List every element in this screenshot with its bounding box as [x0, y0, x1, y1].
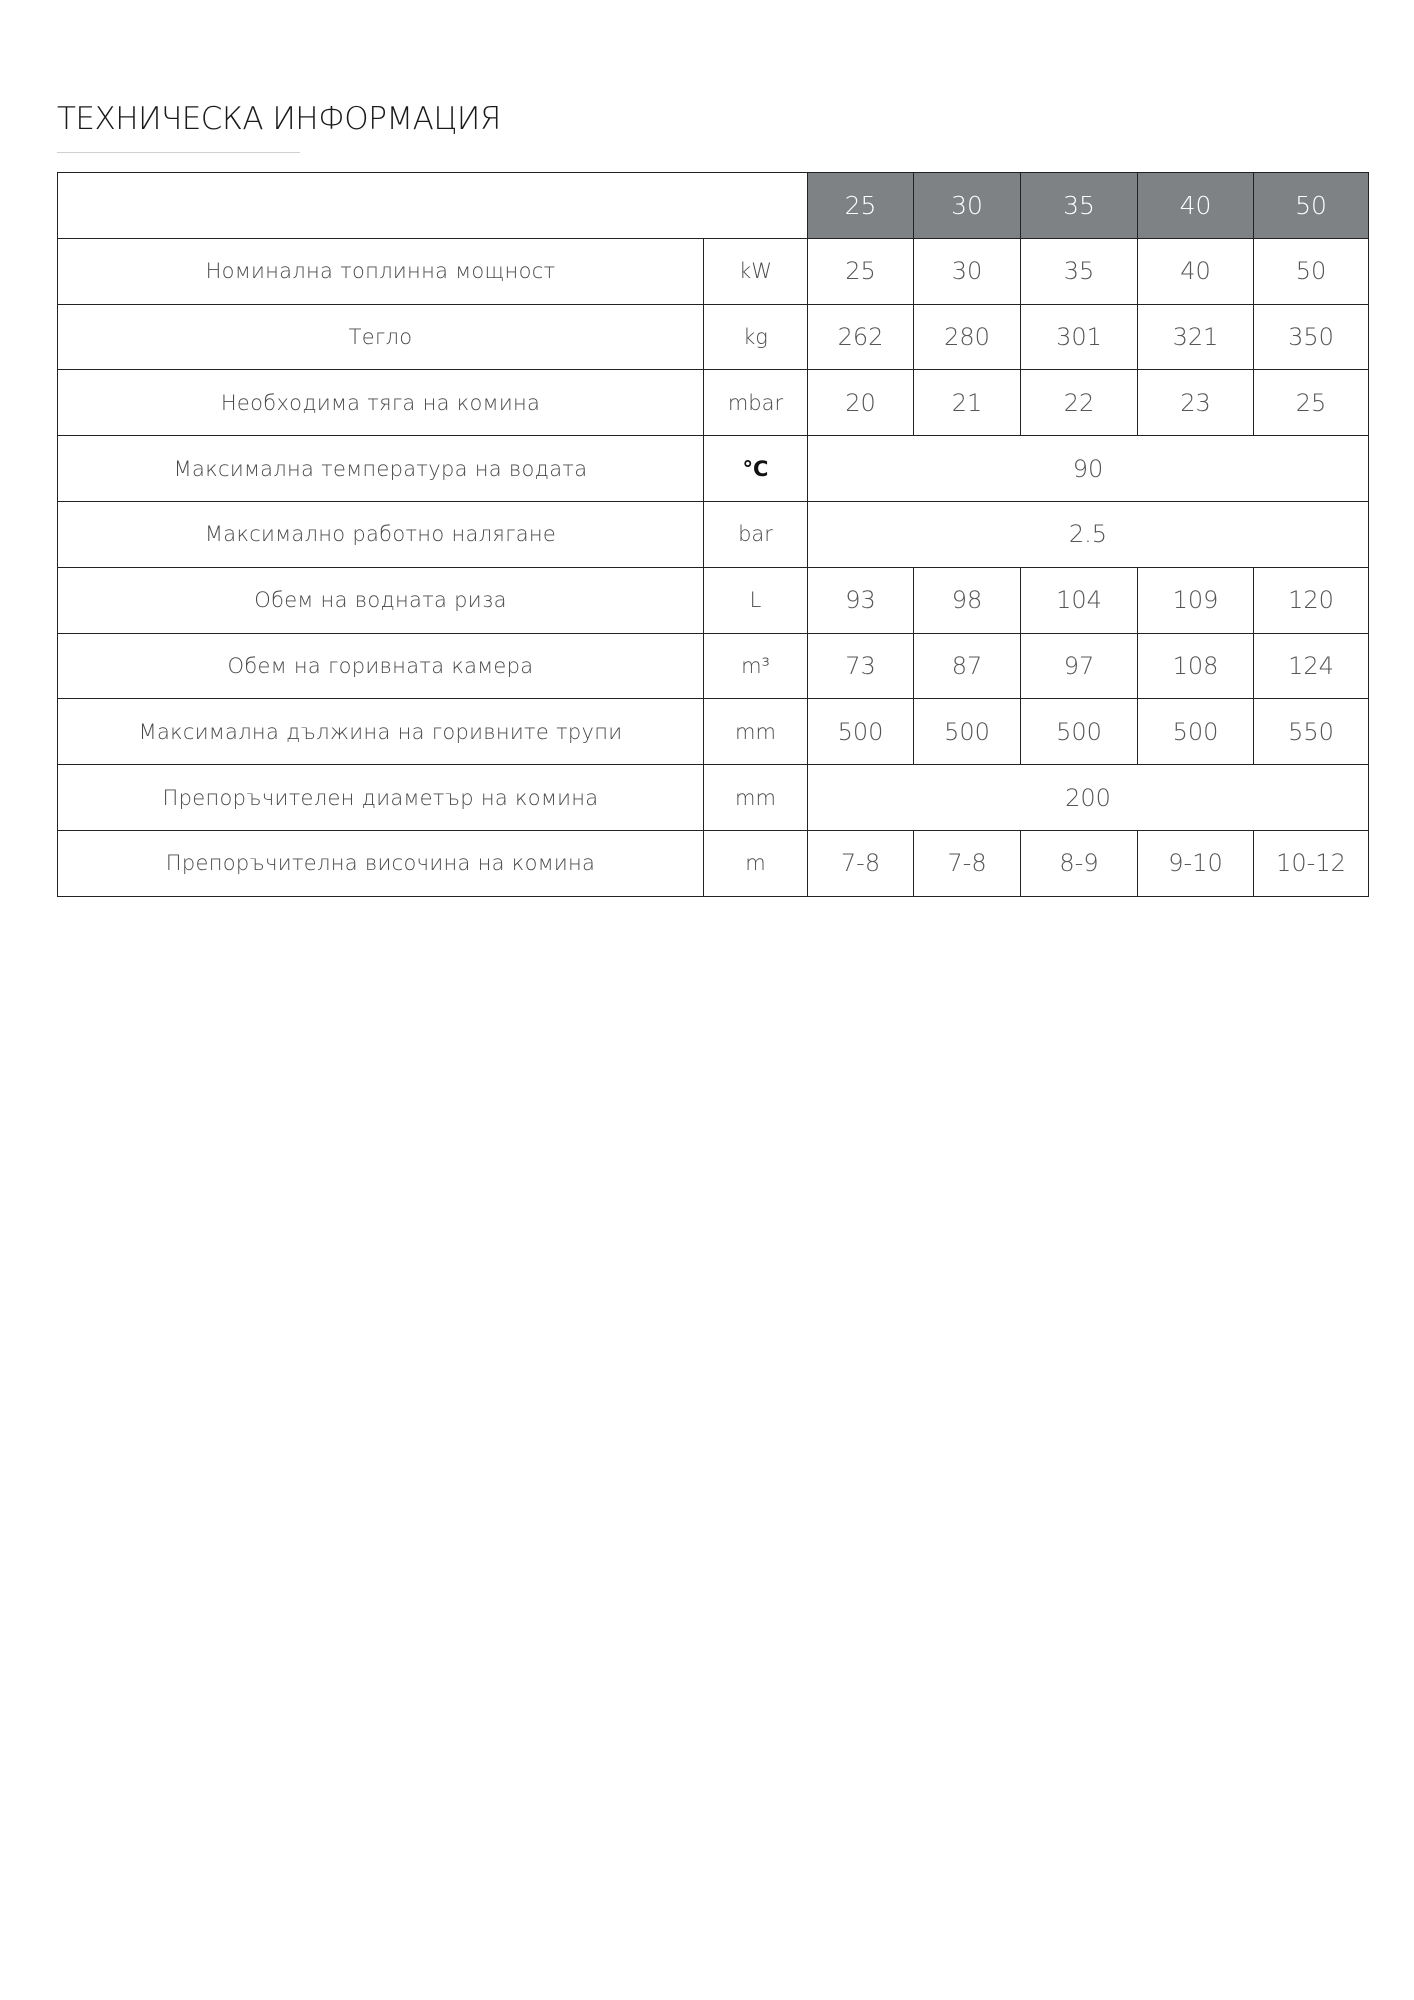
- value-cell: 500: [914, 699, 1021, 765]
- model-header-cell: 50: [1254, 173, 1369, 239]
- value-cell: 35: [1021, 238, 1138, 304]
- value-cell: 25: [808, 238, 914, 304]
- model-header-cell: 25: [808, 173, 914, 239]
- value-cell: 321: [1138, 304, 1254, 370]
- table-row: [58, 765, 1369, 831]
- value-cell: 104: [1021, 567, 1138, 633]
- value-cell: 97: [1021, 633, 1138, 699]
- value-cell: 21: [914, 370, 1021, 436]
- row-unit: mm: [704, 699, 808, 765]
- value-cell: 40: [1138, 238, 1254, 304]
- value-cell: 500: [1021, 699, 1138, 765]
- table-row: [58, 633, 1369, 699]
- row-unit: mm: [704, 765, 808, 831]
- value-cell: 25: [1254, 370, 1369, 436]
- row-label: Номинална топлинна мощност: [58, 238, 704, 304]
- row-label: Максимална температура на водата: [58, 436, 704, 502]
- row-label: Необходима тяга на комина: [58, 370, 704, 436]
- value-cell: 500: [1138, 699, 1254, 765]
- row-unit: kg: [704, 304, 808, 370]
- row-label: Препоръчителен диаметър на комина: [58, 765, 704, 831]
- table-row: [58, 238, 1369, 304]
- row-unit: L: [704, 567, 808, 633]
- row-unit: m³: [704, 633, 808, 699]
- value-cell: 550: [1254, 699, 1369, 765]
- row-label: Обем на водната риза: [58, 567, 704, 633]
- value-cell: 500: [808, 699, 914, 765]
- title-underline: [57, 152, 300, 153]
- row-unit: mbar: [704, 370, 808, 436]
- value-cell: 108: [1138, 633, 1254, 699]
- merged-value-cell: 2.5: [808, 501, 1369, 567]
- row-unit: °C: [704, 436, 808, 502]
- value-cell: 120: [1254, 567, 1369, 633]
- model-header-cell: 35: [1021, 173, 1138, 239]
- value-cell: 7-8: [808, 830, 914, 896]
- row-unit: m: [704, 830, 808, 896]
- value-cell: 9-10: [1138, 830, 1254, 896]
- row-label: Обем на горивната камера: [58, 633, 704, 699]
- technical-info-table: [57, 172, 1369, 897]
- merged-value-cell: 90: [808, 436, 1369, 502]
- value-cell: 93: [808, 567, 914, 633]
- table-row: [58, 567, 1369, 633]
- table-row: [58, 501, 1369, 567]
- value-cell: 22: [1021, 370, 1138, 436]
- model-header-cell: 30: [914, 173, 1021, 239]
- value-cell: 23: [1138, 370, 1254, 436]
- value-cell: 8-9: [1021, 830, 1138, 896]
- table-row: [58, 370, 1369, 436]
- value-cell: 30: [914, 238, 1021, 304]
- row-label: Максимална дължина на горивните трупи: [58, 699, 704, 765]
- value-cell: 262: [808, 304, 914, 370]
- value-cell: 10-12: [1254, 830, 1369, 896]
- row-unit: kW: [704, 238, 808, 304]
- model-header-cell: 40: [1138, 173, 1254, 239]
- value-cell: 73: [808, 633, 914, 699]
- value-cell: 350: [1254, 304, 1369, 370]
- value-cell: 98: [914, 567, 1021, 633]
- row-unit: bar: [704, 501, 808, 567]
- row-label: Препоръчителна височина на комина: [58, 830, 704, 896]
- header-blank-cell: [58, 173, 808, 239]
- value-cell: 280: [914, 304, 1021, 370]
- value-cell: 7-8: [914, 830, 1021, 896]
- value-cell: 124: [1254, 633, 1369, 699]
- page-title: ТЕХНИЧЕСКА ИНФОРМАЦИЯ: [57, 101, 501, 137]
- row-label: Максимално работно налягане: [58, 501, 704, 567]
- table-row: [58, 304, 1369, 370]
- value-cell: 109: [1138, 567, 1254, 633]
- table-row: [58, 830, 1369, 896]
- merged-value-cell: 200: [808, 765, 1369, 831]
- value-cell: 87: [914, 633, 1021, 699]
- header-row: [58, 173, 1369, 239]
- value-cell: 301: [1021, 304, 1138, 370]
- table-row: [58, 436, 1369, 502]
- table-row: [58, 699, 1369, 765]
- row-label: Тегло: [58, 304, 704, 370]
- value-cell: 20: [808, 370, 914, 436]
- value-cell: 50: [1254, 238, 1369, 304]
